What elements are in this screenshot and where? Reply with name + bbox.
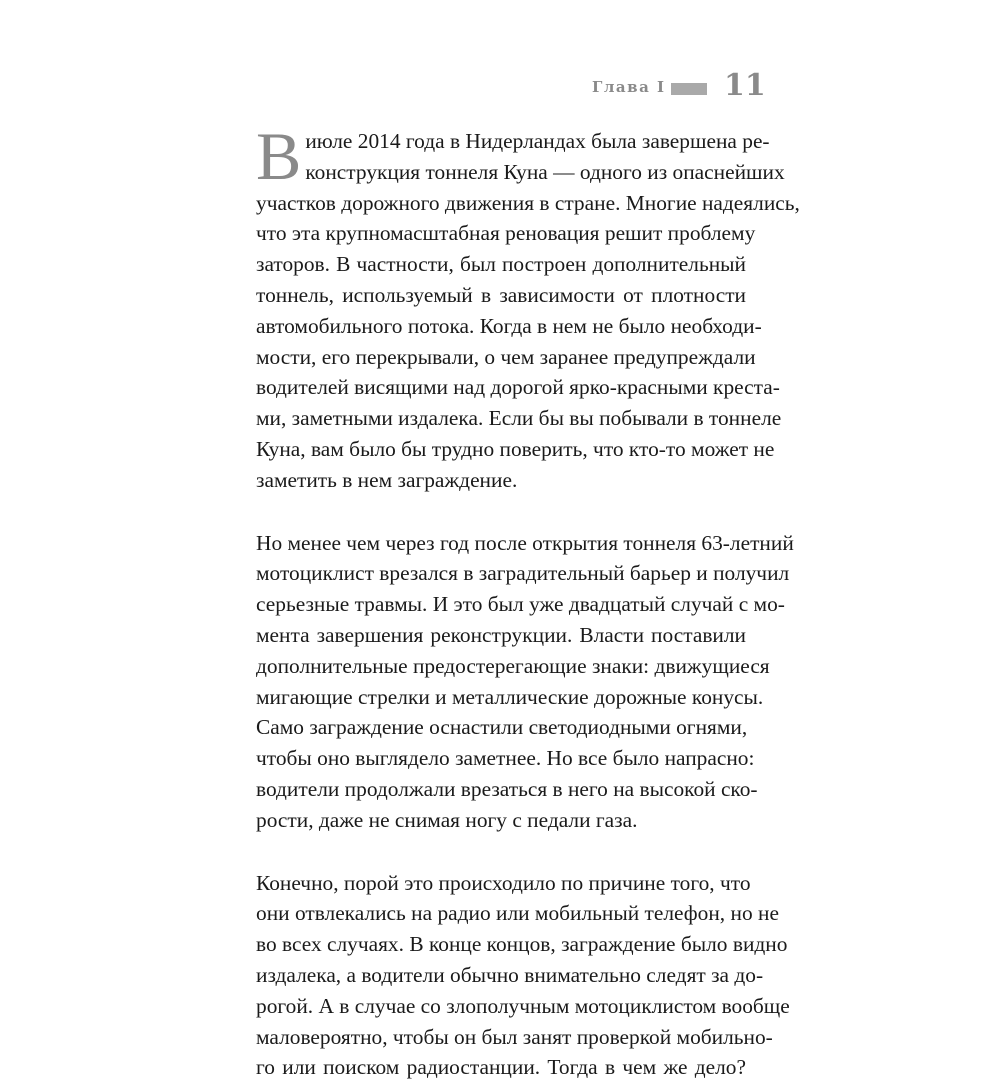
header-divider-bar: [671, 83, 707, 95]
drop-cap: В: [256, 118, 302, 194]
running-header: [560, 68, 766, 104]
text-line: водителей висящими над дорогой ярко-красными креста-: [256, 375, 780, 400]
text-line: мости, его перекрывали, о чем заранее предупреждали: [256, 344, 756, 369]
text-line: мотоциклист врезался в заградительный барьер и получил: [256, 561, 790, 586]
text-line: Куна, вам было бы трудно поверить, что кто-то может не: [256, 436, 775, 461]
paragraph-gap: [256, 496, 746, 528]
paragraph-3: [256, 868, 790, 1083]
text-line: чтобы оно выглядело заметнее. Но все было напрасно:: [256, 746, 755, 771]
text-line: рости, даже не снимая ногу с педали газа.: [256, 807, 638, 832]
text-line: тоннель, используемый в зависимости от плотности: [256, 282, 746, 307]
text-line: Само заграждение оснастили светодиодными огнями,: [256, 715, 748, 740]
paragraph-2: [256, 528, 794, 836]
text-line: участков дорожного движения в стране. Многие надеялись,: [256, 190, 800, 215]
chapter-label: Глава I: [592, 78, 666, 96]
text-line: Конечно, порой это происходило по причине того, что: [256, 870, 751, 895]
text-line: ми, заметными издалека. Если бы вы побывали в тоннеле: [256, 406, 782, 431]
page-number: 11: [724, 68, 766, 103]
text-line: конструкция тоннеля Куна — одного из опаснейших: [305, 159, 785, 184]
text-line: автомобильного потока. Когда в нем не было необходи-: [256, 313, 762, 338]
body-text: [256, 118, 800, 1083]
text-line: заторов. В частности, был построен дополнительный: [256, 252, 746, 277]
text-line: что эта крупномасштабная реновация решит проблему: [256, 221, 756, 246]
text-line: мигающие стрелки и металлические дорожные конусы.: [256, 684, 764, 709]
text-line: во всех случаях. В конце концов, заграждение было видно: [256, 932, 788, 957]
text-line: мента завершения реконструкции. Власти поставили: [256, 622, 746, 647]
text-line: дополнительные предостерегающие знаки: движущиеся: [256, 653, 770, 678]
text-line: Но менее чем через год после открытия тоннеля 63-летний: [256, 530, 794, 555]
text-line: серьезные травмы. И это был уже двадцатый случай с мо-: [256, 592, 785, 617]
paragraph-1: [256, 118, 800, 496]
paragraph-gap: [256, 836, 746, 868]
text-line: июле 2014 года в Нидерландах была завершена ре-: [305, 129, 770, 153]
text-line: заметить в нем заграждение.: [256, 467, 518, 492]
text-line: маловероятно, чтобы он был занят проверкой мобильно-: [256, 1024, 773, 1049]
text-line: они отвлекались на радио или мобильный телефон, но не: [256, 901, 779, 926]
text-line: водители продолжали врезаться в него на высокой ско-: [256, 776, 758, 801]
text-line: издалека, а водители обычно внимательно следят за до-: [256, 962, 764, 987]
text-line: рогой. А в случае со злополучным мотоциклистом вообще: [256, 993, 790, 1018]
text-line: го или поиском радиостанции. Тогда в чем же дело?: [256, 1055, 746, 1080]
